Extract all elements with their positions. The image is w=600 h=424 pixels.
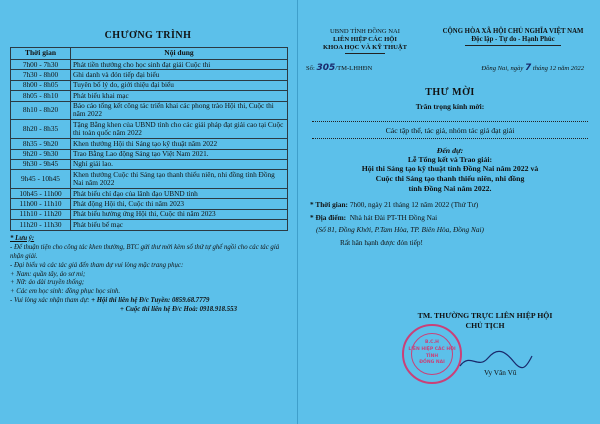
table-row: [11, 101, 288, 120]
table-row: [11, 199, 288, 209]
table-row: [11, 70, 288, 80]
content-cell: Tặng Bằng khen của UBND tỉnh cho các giải pháp đạt giải cao tại Cuộc thi toàn quốc năm 2022: [71, 120, 288, 139]
org-underline: [345, 53, 385, 54]
table-row: [11, 220, 288, 230]
content-cell: Khen thưởng Cuộc thi Sáng tạo thanh thiếu niên, nhi đồng tỉnh Đồng Nai năm 2022: [71, 170, 288, 189]
time-cell: 9h30 - 9h45: [11, 159, 71, 169]
content-cell: Khen thưởng Hội thi Sáng tạo kỹ thuật năm 2022: [71, 139, 288, 149]
note-contact-hoithi: + Hội thi liên hệ Đ/c Tuyền: 0859.68.7779: [91, 297, 210, 305]
content-cell: Phát biểu khai mạc: [71, 91, 288, 101]
nation-motto: Độc lập - Tự do - Hạnh Phúc: [471, 36, 555, 44]
table-row: [11, 159, 288, 169]
time-cell: 8h35 - 9h20: [11, 139, 71, 149]
content-cell: Ghi danh và đón tiếp đại biểu: [71, 70, 288, 80]
time-cell: 9h20 - 9h30: [11, 149, 71, 159]
content-cell: Phát biểu chỉ đạo của lãnh đạo UBND tỉnh: [71, 189, 288, 199]
event-line: tỉnh Đồng Nai năm 2022.: [408, 183, 492, 193]
content-cell: Phát biểu bế mạc: [71, 220, 288, 230]
date-day-handwritten: 7: [524, 62, 532, 73]
motto-underline: [465, 45, 561, 46]
table-row: [11, 80, 288, 90]
dotted-line: [312, 138, 588, 139]
program-table: [10, 47, 288, 231]
table-row: [11, 91, 288, 101]
fold-line: [297, 0, 298, 424]
letter-header: [306, 28, 594, 54]
sign-role: CHỦ TỊCH: [465, 321, 505, 331]
org-block: [306, 28, 424, 54]
time-cell: 9h45 - 10h45: [11, 170, 71, 189]
time-cell: 11h00 - 11h10: [11, 199, 71, 209]
attend-label: Đến dự:: [436, 145, 464, 155]
col-content-header: Nội dung: [71, 48, 288, 60]
org-line-3: KHOA HỌC VÀ KỸ THUẬT: [322, 43, 408, 51]
letter-panel: [306, 28, 594, 377]
place-row: [310, 212, 594, 224]
content-cell: Phát tiền thưởng cho học sinh đạt giải Cuộc thi: [71, 60, 288, 70]
note-contact-line: [10, 297, 292, 306]
time-cell: 8h10 - 8h20: [11, 101, 71, 120]
org-line-2: LIÊN HIỆP CÁC HỘI: [333, 35, 397, 43]
content-cell: Báo cáo tổng kết công tác triển khai các phong trào Hội thi, Cuộc thi năm 2022: [71, 101, 288, 120]
issue-date: [481, 63, 594, 73]
content-cell: Trao Bằng Lao động Sáng tạo Việt Nam 2021.: [71, 149, 288, 159]
table-row: [11, 170, 288, 189]
col-time-header: Thời gian: [11, 48, 71, 60]
content-cell: Nghỉ giải lao.: [71, 159, 288, 169]
nation-title: CỘNG HÒA XÃ HỘI CHỦ NGHĨA VIỆT NAM: [442, 28, 584, 35]
dotted-line: [312, 121, 588, 122]
place-label: * Địa điểm:: [310, 212, 347, 222]
time-cell: 11h10 - 11h20: [11, 209, 71, 219]
letter-title: THƯ MỜI: [425, 86, 475, 98]
stamp-text: [404, 340, 460, 367]
reference-row: [306, 63, 594, 73]
signature-block: [380, 311, 590, 331]
date-prefix: Đồng Nai, ngày: [481, 64, 524, 72]
time-value: 7h00, ngày 21 tháng 12 năm 2022 (Thứ Tư): [349, 200, 479, 210]
time-cell: 10h45 - 11h00: [11, 189, 71, 199]
time-label: * Thời gian:: [310, 200, 348, 210]
program-panel: [6, 30, 290, 315]
notes-heading: * Lưu ý:: [10, 234, 35, 242]
reference-number: [306, 63, 372, 73]
org-line-1: UBND TỈNH ĐỒNG NAI: [329, 28, 401, 35]
table-row: [11, 120, 288, 139]
official-stamp: [402, 324, 462, 384]
date-suffix: tháng 12 năm 2022: [532, 64, 584, 72]
time-cell: 8h05 - 8h10: [11, 91, 71, 101]
stamp-line: LIÊN HIỆP CÁC HỘI: [408, 346, 456, 352]
stamp-line: B.C.H: [425, 340, 439, 345]
content-cell: Phát động Hội thi, Cuộc thi năm 2023: [71, 199, 288, 209]
ref-suffix: /TM-LHHĐN: [335, 64, 373, 72]
table-row: [11, 139, 288, 149]
event-line: Hội thi Sáng tạo kỹ thuật tỉnh Đồng Nai năm 2022 và: [361, 164, 539, 174]
table-row: [11, 60, 288, 70]
stamp-line: TỈNH: [425, 353, 439, 359]
event-info: [306, 199, 594, 249]
note-contact-cuocthi: + Cuộc thi liên hệ Đ/c Hoà: 0918.918.553: [120, 306, 237, 314]
program-title: CHƯƠNG TRÌNH: [104, 30, 192, 41]
closing-line: Rất hân hạnh được đón tiếp!: [340, 237, 423, 247]
content-cell: Phát biểu hưởng ứng Hội thi, Cuộc thi năm 2023: [71, 209, 288, 219]
nation-block: [432, 28, 594, 54]
place-value: Nhà hát Đài PT-TH Đồng Nai: [349, 212, 438, 222]
sign-title: TM. THƯỜNG TRỰC LIÊN HIỆP HỘI: [417, 311, 553, 320]
letter-recipients: Các tập thể, tác giả, nhóm tác giả đạt giải: [385, 125, 515, 135]
notes: [10, 235, 292, 316]
program-table-body: [11, 60, 288, 231]
ref-prefix: Số:: [306, 64, 315, 72]
content-cell: Tuyên bố lý do, giới thiệu đại biểu: [71, 80, 288, 90]
note-contact-prefix: - Vui lòng xác nhận tham dự:: [10, 297, 90, 305]
time-cell: 8h00 - 8h05: [11, 80, 71, 90]
note-line: + Nam: quần tây, áo sơ mi;: [10, 270, 86, 278]
table-row: [11, 189, 288, 199]
event-line: Lễ Tổng kết và Trao giải:: [407, 154, 493, 164]
event-title: [306, 155, 594, 194]
time-cell: 7h00 - 7h30: [11, 60, 71, 70]
time-row: [310, 199, 594, 211]
stamp-line: ĐỒNG NAI: [419, 360, 445, 366]
event-line: Cuộc thi Sáng tạo thanh thiếu niên, nhi đồng: [375, 173, 525, 183]
signer-name: Vy Văn Vũ: [484, 368, 517, 377]
note-line: + Nữ: áo dài truyền thống;: [10, 279, 85, 287]
note-line: - Để thuận tiện cho công tác khen thưởng, BTC gửi thư mời kèm số thứ tự ghế ngồi cho các tác giả nhận giải.: [10, 243, 280, 260]
address: (Số 81, Đồng Khởi, P.Tam Hòa, TP. Biên Hòa, Đồng Nai): [316, 225, 484, 235]
table-header-row: [11, 48, 288, 60]
time-cell: 8h20 - 8h35: [11, 120, 71, 139]
table-row: [11, 209, 288, 219]
note-line: - Đại biểu và các tác giả đến tham dự vui lòng mặc trang phục:: [10, 261, 184, 269]
time-cell: 7h30 - 8h00: [11, 70, 71, 80]
time-cell: 11h20 - 11h30: [11, 220, 71, 230]
table-row: [11, 149, 288, 159]
ref-number-handwritten: 305: [316, 62, 336, 73]
letter-greeting: Trân trọng kính mời:: [415, 101, 485, 111]
note-line: + Các em học sinh: đồng phục học sinh.: [10, 288, 121, 296]
